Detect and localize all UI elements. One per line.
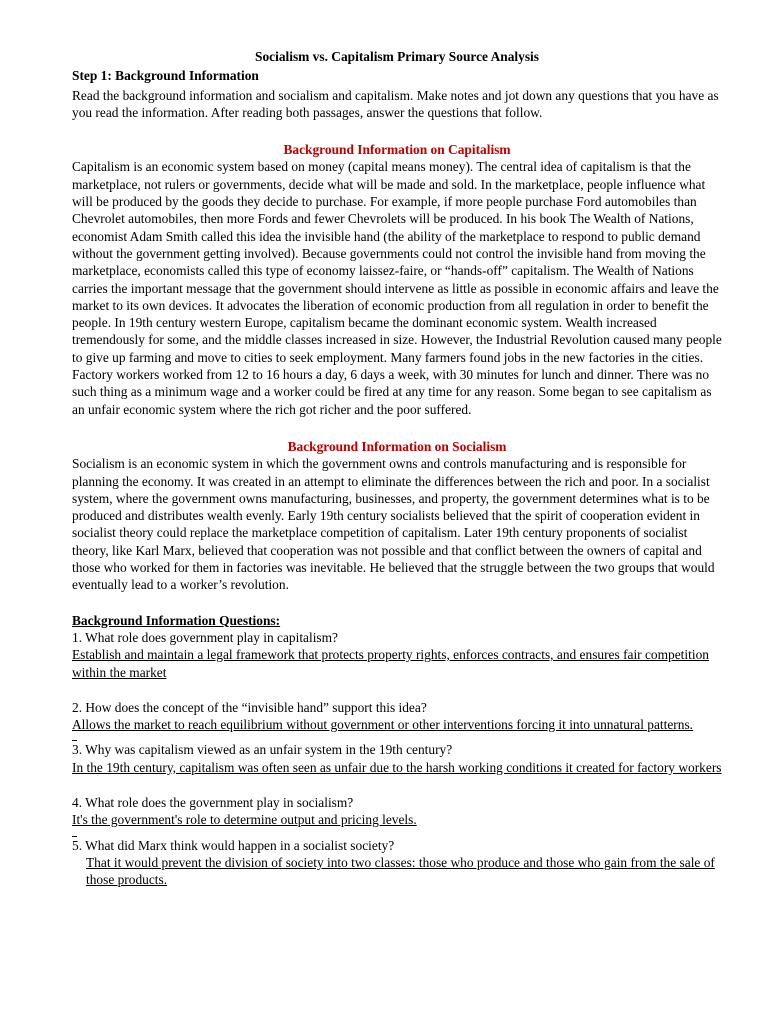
document-page [72, 48, 722, 888]
blank-underline [72, 733, 722, 741]
question-4: 4. What role does the government play in socialism? [72, 794, 354, 810]
blank-underline [72, 829, 722, 837]
answer-4[interactable]: It's the government's role to determine output and pricing levels. [72, 812, 417, 828]
capitalism-heading: Background Information on Capitalism [283, 142, 511, 158]
document-title: Socialism vs. Capitalism Primary Source Analysis [255, 49, 539, 64]
spacer [72, 776, 722, 794]
intro-paragraph: Read the background information and socialism and capitalism. Make notes and jot down any questions that you have as you read the information. After reading both passages, answer the questions that follow. [72, 87, 719, 120]
questions-heading: Background Information Questions: [72, 612, 281, 628]
answer-2[interactable]: Allows the market to reach equilibrium without government or other interventions forcing it into unnatural patterns. [72, 717, 694, 733]
answer-3[interactable]: In the 19th century, capitalism was often seen as unfair due to the harsh working conditions it created for factory workers [72, 759, 722, 775]
answer-5[interactable]: That it would prevent the division of society into two classes: those who produce and those who gain from the sale of those products. [86, 854, 715, 888]
spacer [72, 594, 722, 612]
question-5: 5. What did Marx think would happen in a socialist society? [72, 837, 395, 853]
question-2: 2. How does the concept of the “invisible hand” support this idea? [72, 699, 427, 715]
socialism-heading: Background Information on Socialism [287, 438, 507, 454]
question-1: 1. What role does government play in capitalism? [72, 629, 339, 645]
question-3: 3. Why was capitalism viewed as an unfair system in the 19th century? [72, 742, 453, 758]
spacer [72, 121, 722, 141]
answer-1[interactable]: Establish and maintain a legal framework that protects property rights, enforces contracts, and ensures fair competition within the market [72, 647, 709, 680]
socialism-paragraph: Socialism is an economic system in which the government owns and controls manufacturing and is responsible for planning the economy. It was created in an attempt to eliminate the differences between the rich and poor. In a socialist system, where the government owns manufacturing, businesses, and property, the government determines what is to be produced and distributes wealth evenly. Early 19th century socialists believed that the spirit of cooperation evident in socialist theory could replace the marketplace competition of capitalism. Later 19th century proponents of socialist theory, like Karl Marx, believed that cooperation was not possible and that conflict between the owners of capital and those who worked for them in factories was inevitable. He believed that the struggle between the two groups that would eventually lead to a worker’s revolution. [72, 456, 715, 593]
spacer [72, 418, 722, 438]
step-heading: Step 1: Background Information [72, 68, 259, 84]
spacer [72, 681, 722, 699]
capitalism-paragraph: Capitalism is an economic system based on money (capital means money). The central idea of capitalism is that the marketplace, not rulers or governments, decide what will be made and sold. In the marketplace, people influence what will be produced by the goods they decide to purchase. For example, if more people purchase Ford automobiles than Chevrolet automobiles, then more Fords and fewer Chevrolets will be produced. In his book The Wealth of Nations, economist Adam Smith called this idea the invisible hand (the ability of the marketplace to respond to public demand without the government getting involved). Because governments could not control the invisible hand from moving the marketplace, economists called this type of economy laissez-faire, or “hands-off” capitalism. The Wealth of Nations carries the important message that the government should intervene as little as possible in economic affairs and leave the market to its own devices. It advocates the liberation of economic production from all regulation in order to benefit the people. In 19th century western Europe, capitalism became the dominant economic system. Wealth increased tremendously for some, and the middle classes increased in size. However, the Industrial Revolution caused many people to give up farming and move to cities to seek employment. Many farmers found jobs in the new factories in the cities. Factory workers worked from 12 to 16 hours a day, 6 days a week, with 30 minutes for lunch and dinner. There was no such thing as a minimum wage and a worker could be fired at any time for any reason. Some began to see capitalism as an unfair economic system where the rich got richer and the poor suffered. [72, 159, 722, 417]
